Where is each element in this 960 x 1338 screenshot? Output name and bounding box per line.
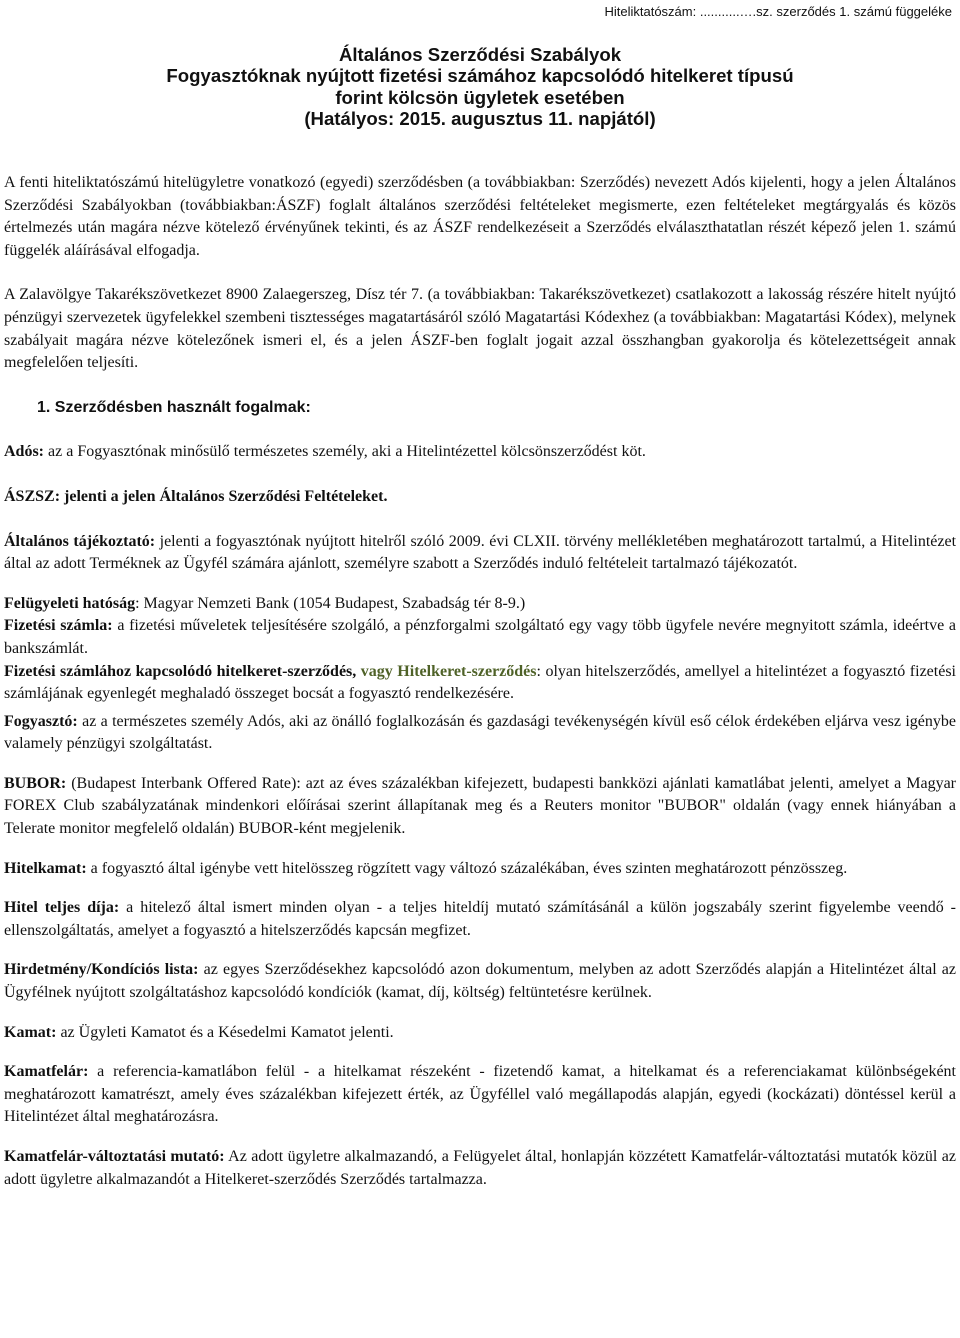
definition-text: az egyes Szerződésekhez kapcsolódó azon dokumentum, melyben az adott Szerződés alapján a Hitelintézet által az Ügyfélnek nyújtott szolgáltatáshoz kapcsolódó kondíciók (kamat, díj, költség) feltüntetésre kerülnek. bbox=[4, 961, 957, 1002]
section-heading: 1. Szerződésben használt fogalmak: bbox=[37, 398, 311, 416]
definition-text: : Magyar Nemzeti Bank (1054 Budapest, Szabadság tér 8-9.) bbox=[135, 594, 526, 612]
intro-paragraph-2: A Zalavölgye Takarékszövetkezet 8900 Zalaegerszeg, Dísz tér 7. (a továbbiakban: Takarékszövetkezet) csatlakozott a lakosság részére hitelt nyújtó pénzügyi szervezetek ügyfelekkel szembeni tisztességes magatartásáról szóló Magatartási Kódexhez (a továbbiakban: Magatartási Kódex), melynek szabályait magára nézve kötelezőnek ismeri el, és a jelen ÁSZF-ben foglalt jogait azzal összhangban gyakorolja és kötelezettségeit annak megfelelően teljesíti. bbox=[4, 286, 956, 372]
document-body bbox=[4, 172, 956, 1191]
document-title bbox=[0, 44, 960, 129]
definition-text: a fizetési műveletek teljesítésére szolgáló, a pénzforgalmi szolgáltató egy vagy több ügyfele nevére megnyitott számla, ideértve a bankszámlát. bbox=[4, 617, 957, 657]
definition-hitelkeret-szerzodes bbox=[4, 661, 956, 706]
definition-term: ÁSZSZ: jelenti a jelen Általános Szerződési Feltételeket. bbox=[4, 487, 388, 505]
definition-text: a hitelező által ismert minden olyan - a teljes hiteldíj mutató számításánál a külön jogszabály szerint figyelembe veendő - ellenszolgáltatás, amelyet a fogyasztó a hitelszerződés kapcsán megfizet. bbox=[4, 899, 957, 939]
definition-term: Hitel teljes díja: bbox=[4, 899, 120, 917]
definition-term: Felügyeleti hatóság bbox=[4, 594, 136, 612]
definition-kamat bbox=[4, 1022, 956, 1045]
definition-text: az Ügyleti Kamatot és a Késedelmi Kamatot jelenti. bbox=[56, 1023, 394, 1041]
page-header: Hiteliktatószám: ...........….sz. szerződés 1. számú függeléke bbox=[604, 4, 952, 19]
definition-bubor bbox=[4, 773, 956, 841]
intro-paragraph-1: A fenti hiteliktatószámú hitelügyletre vonatkozó (egyedi) szerződésben (a továbbiakban: Szerződés) nevezett Adós kijelenti, hogy a jelen Általános Szerződési Szabályokban (továbbiakban:ÁSZF) foglalt általános szerződési feltételeket megismerte, ezen feltételeket megtárgyalás és közös értelmezés után magára nézve kötelező érvényűnek tekinti, és az ÁSZF rendelkezéseit a Szerződés elválaszthatatlan részét képező jelen 1. számú függelék aláírásával elfogadja. bbox=[4, 174, 956, 259]
definition-felugyeleti-hatosag bbox=[4, 593, 956, 616]
definition-text: a fogyasztó által igénybe vett hitelösszeg rögzített vagy változó százalékában, éves szinten meghatározott pénzösszeg. bbox=[86, 859, 848, 877]
definition-term: Adós: bbox=[4, 443, 45, 461]
definition-fizetesi-szamla bbox=[4, 615, 956, 660]
definition-kamatfelar bbox=[4, 1061, 956, 1129]
title-line-1: Általános Szerződési Szabályok bbox=[338, 44, 622, 65]
definition-term: Hirdetmény/Kondíciós lista: bbox=[4, 961, 199, 979]
definition-fogyaszto bbox=[4, 711, 956, 756]
definition-text: (Budapest Interbank Offered Rate): azt az éves százalékban kifejezett, budapesti bankközi ajánlati kamatlábat jelenti, amelyet a Magyar FOREX Club szabályzatának mindenkori előírásai szerint állapítanak meg és a Reuters monitor "BUBOR" oldalán (vagy ennek hiányában a Telerate monitor megfelelő oldalán) BUBOR-ként megjelenik. bbox=[4, 774, 956, 838]
definition-term: Kamatfelár-változtatási mutató: bbox=[4, 1148, 225, 1165]
definition-term: BUBOR: bbox=[4, 774, 67, 792]
definition-term: Kamat: bbox=[4, 1023, 57, 1041]
definition-aszsz bbox=[4, 486, 956, 509]
definition-text: az a Fogyasztónak minősülő természetes személy, aki a Hitelintézettel kölcsönszerződést köt. bbox=[44, 443, 646, 461]
definition-term: Kamatfelár: bbox=[4, 1063, 89, 1081]
definition-text: az a természetes személy Adós, aki az önálló foglalkozásán és gazdasági tevékenységén kívül eső célok érdekében eljárva vesz igénybe valamely pénzügyi szolgáltatást. bbox=[4, 712, 956, 753]
definition-hitelkamat bbox=[4, 858, 956, 881]
definition-text: jelenti a fogyasztónak nyújtott hitelről szóló 2009. évi CLXII. törvény mellékletében meghatározott tartalmú, a Hitelintézet által az adott Terméknek az Ügyfél számára ajánlott, személyre szabott a Szerződés induló feltételeit tartalmazó tájékozatót. bbox=[4, 532, 957, 573]
definition-term: Fizetési számlához kapcsolódó hitelkeret-szerződés, bbox=[4, 662, 357, 680]
definition-term: Általános tájékoztató: bbox=[4, 532, 156, 550]
definition-kamatfelar-valtoztatasi-mutato bbox=[4, 1146, 956, 1191]
definition-ados bbox=[4, 441, 956, 464]
definition-term-highlight: vagy Hitelkeret-szerződés bbox=[356, 662, 537, 680]
definition-text: Az adott ügyletre alkalmazandó, a Felügyelet által, honlapján közzétett Kamatfelár-változtatási mutatók közül az adott ügyletre alkalmazandót a Hitelkeret-szerződés Szerződés tartalmazza. bbox=[4, 1148, 956, 1188]
title-line-4: (Hatályos: 2015. augusztus 11. napjától) bbox=[304, 107, 656, 129]
definition-hitel-teljes-dija bbox=[4, 897, 956, 942]
definition-term: Fogyasztó: bbox=[4, 712, 78, 730]
title-line-2: Fogyasztóknak nyújtott fizetési számához kapcsolódó hitelkeret típusú bbox=[166, 65, 794, 87]
title-line-3: forint kölcsön ügyletek esetében bbox=[335, 86, 625, 108]
definition-altalanos-tajekoztato bbox=[4, 531, 956, 576]
definition-hirdetmeny bbox=[4, 959, 956, 1004]
definition-text: : olyan hitelszerződés, amellyel a hitelintézet a fogyasztó fizetési számlájának egyenlegét meghaladó összeget bocsát a fogyasztó rendelkezésére. bbox=[4, 662, 956, 703]
definition-term: Fizetési számla: bbox=[4, 617, 113, 635]
definition-term: Hitelkamat: bbox=[4, 859, 87, 877]
definition-text: a referencia-kamatlábon felül - a hitelkamat részeként - fizetendő kamat, a hitelkamat és a referenciakamat különbségeként meghatározott kamatrészt, amely éves százalékban kifejezett érték, az Ügyféllel való megállapodás alapján, egyedi (kockázati) döntéssel kerül a Hitelintézet által meghatározásra. bbox=[4, 1063, 956, 1126]
